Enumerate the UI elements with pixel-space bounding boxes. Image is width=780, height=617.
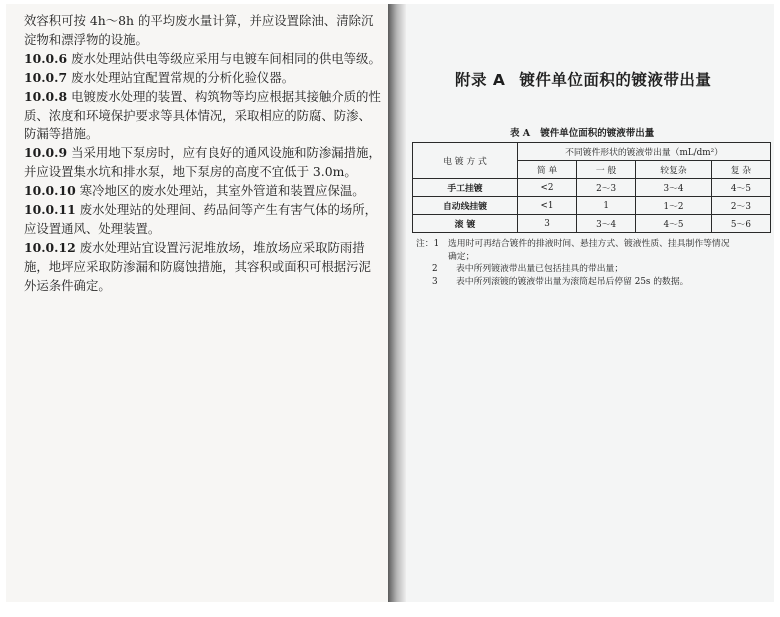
note-item [416,238,771,251]
table-row [413,197,771,215]
note-num: 3 [432,276,438,287]
table-cell: 3～4 [577,215,636,233]
column-header: 较复杂 [636,161,712,179]
table-cell: 2～3 [577,179,636,197]
clause-number: 10.0.10 [24,183,76,199]
clause-text: 废水处理站宜设置污泥堆放场，堆放场应采取防雨措施，地坪应采取防渗漏和防腐蚀措施，其容积或面积可根据污泥外运条件确定。 [24,239,371,293]
clause-10-0-7 [24,69,382,88]
clause-10-0-6 [24,50,382,69]
notes-label: 注： [416,239,434,249]
table-cell: 5～6 [711,215,770,233]
clause-text: 废水处理站供电等级应采用与电镀车间相同的供电等级。 [71,50,381,66]
clause-10-0-9 [24,144,382,182]
table-cell: <2 [518,179,577,197]
table-cell: 1 [577,197,636,215]
table-cell: 2～3 [711,197,770,215]
note-num: 2 [432,264,438,275]
table-label: 表 A [510,128,531,139]
column-header: 简 单 [518,161,577,179]
clause-number: 10.0.6 [24,50,68,66]
clause-10-0-12 [24,239,382,296]
table-row [413,215,771,233]
table-group-header: 不同镀件形状的镀液带出量（mL/dm²） [518,143,771,161]
note-item [416,263,771,276]
clause-text: 废水处理站宜配置常规的分析化验仪器。 [71,69,295,85]
clause-number: 10.0.11 [24,202,76,218]
table-cell: 4～5 [636,215,712,233]
table-cell: 3～4 [636,179,712,197]
table-cell: 4～5 [711,179,770,197]
table-title: 镀件单位面积的镀液带出量 [540,128,655,139]
note-item [416,276,771,289]
clause-text: 当采用地下泵房时，应有良好的通风设施和防渗漏措施，并应设置集水坑和排水泵，地下泵房的高度不宜低于 3.0m。 [24,145,381,180]
clause-10-0-8 [24,88,382,145]
clause-text: 电镀废水处理的装置、构筑物等均应根据其接触介质的性质、浓度和环境保护要求等具体情况，采取相应的防腐、防渗、防漏等措施。 [24,88,381,142]
left-page-text [24,12,382,296]
paragraph-text: 效容积可按 4h～8h 的平均废水量计算，并应设置除油、清除沉淀物和漂浮物的设施。 [24,13,374,47]
appendix-heading [455,68,711,90]
method-cell: 滚 镀 [413,215,518,233]
table-caption [510,125,654,139]
method-cell: 手工挂镀 [413,179,518,197]
note-num: 1 [433,239,440,249]
paragraph-0 [24,12,382,50]
right-page [388,4,774,602]
method-cell: 自动线挂镀 [413,197,518,215]
clause-text: 寒冷地区的废水处理站，其室外管道和装置应保温。 [79,183,365,199]
clause-number: 10.0.12 [24,239,76,255]
clause-number: 10.0.9 [24,145,68,161]
table-notes [416,238,771,288]
note-text: 表中所列镀液带出量已包括挂具的带出量； [456,264,624,275]
note-text: 表中所列滚镀的镀液带出量为滚筒起吊后停留 25s 的数据。 [456,276,689,287]
clause-number: 10.0.7 [24,69,68,85]
note-number [416,238,448,251]
table-row-header: 电 镀 方 式 [413,143,518,179]
clause-10-0-11 [24,201,382,239]
column-header: 复 杂 [711,161,770,179]
appendix-title: 镀件单位面积的镀液带出量 [519,71,712,89]
table-cell: 1～2 [636,197,712,215]
appendix-label: 附录 A [455,71,506,89]
note-text: 选用时可再结合镀件的排液时间、悬挂方式、镀液性质、挂具制作等情况 [448,239,730,249]
table-row [413,179,771,197]
plating-carryover-table [412,142,771,233]
column-header: 一 般 [577,161,636,179]
table-cell: <1 [518,197,577,215]
table-cell: 3 [518,215,577,233]
note-continuation: 确定； [448,251,475,262]
clause-text: 废水处理站的处理间、药品间等产生有害气体的场所，应设置通风、处理装置。 [24,202,378,236]
clause-10-0-10 [24,182,382,201]
clause-number: 10.0.8 [24,88,68,104]
